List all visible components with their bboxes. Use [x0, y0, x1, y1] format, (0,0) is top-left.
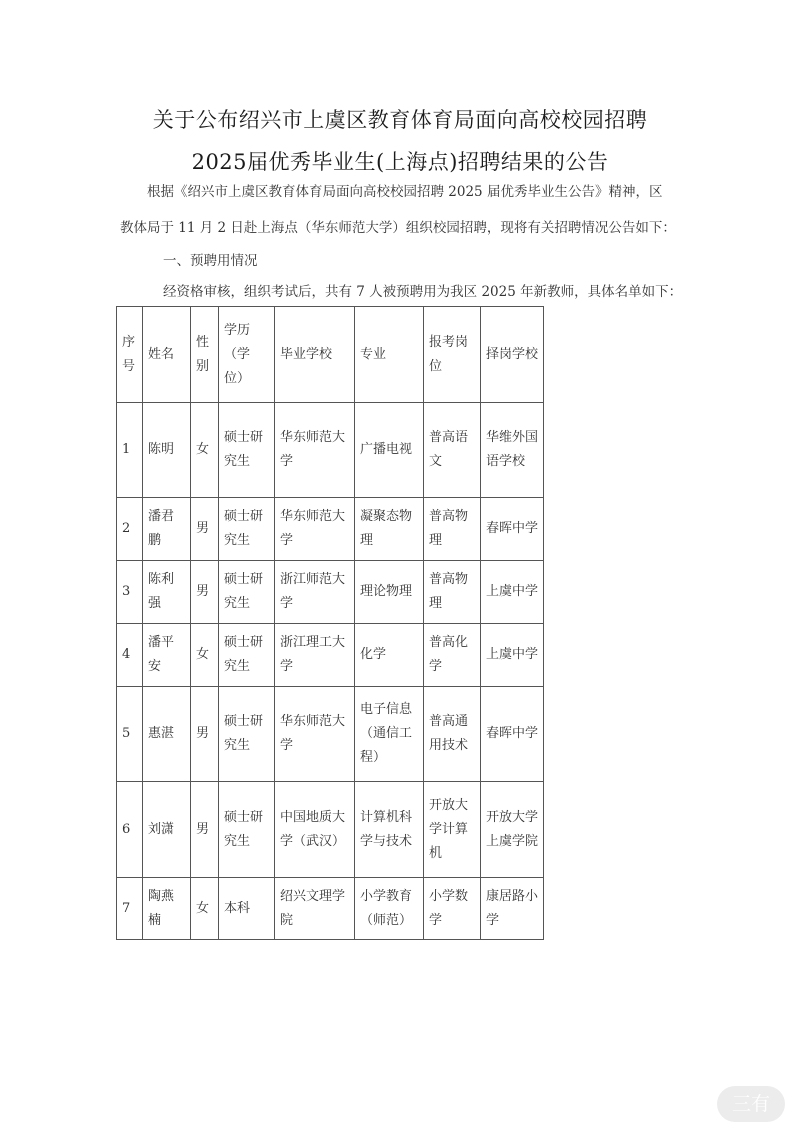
table-cell: 春晖中学 [481, 498, 544, 561]
table-cell: 男 [191, 561, 219, 624]
header-cell: 专业 [355, 307, 424, 403]
table-row [117, 878, 544, 940]
table-cell: 华东师范大学 [275, 498, 355, 561]
title-line-2: 2025届优秀毕业生(上海点)招聘结果的公告 [191, 150, 609, 174]
table-cell: 春晖中学 [481, 687, 544, 782]
table-cell: 绍兴文理学院 [275, 878, 355, 940]
table-cell: 华东师范大学 [275, 687, 355, 782]
table-cell: 小学教育（师范） [355, 878, 424, 940]
table-row [117, 687, 544, 782]
header-cell: 毕业学校 [275, 307, 355, 403]
table-cell: 凝聚态物理 [355, 498, 424, 561]
table-cell: 女 [191, 403, 219, 498]
intro-line-2: 教体局于 11 月 2 日赴上海点（华东师范大学）组织校园招聘，现将有关招聘情况公告如下： [120, 220, 676, 236]
table-cell: 上虞中学 [481, 561, 544, 624]
header-cell: 学历（学位） [219, 307, 275, 403]
table-cell: 男 [191, 498, 219, 561]
table-cell: 1 [117, 403, 143, 498]
table-row [117, 403, 544, 498]
table-cell: 男 [191, 687, 219, 782]
table-cell: 惠湛 [143, 687, 191, 782]
table-cell: 女 [191, 878, 219, 940]
table-cell: 浙江理工大学 [275, 624, 355, 687]
table-cell: 潘君鹏 [143, 498, 191, 561]
table-cell: 华东师范大学 [275, 403, 355, 498]
table-cell: 计算机科学与技术 [355, 782, 424, 878]
table-row [117, 782, 544, 878]
table-header-row [117, 307, 544, 403]
section-text: 经资格审核，组织考试后，共有 7 人被预聘用为我区 2025 年新教师，具体名单如下： [163, 284, 683, 300]
table-cell: 普高物理 [424, 498, 481, 561]
table-cell: 潘平安 [143, 624, 191, 687]
table-cell: 陈明 [143, 403, 191, 498]
table-cell: 硕士研究生 [219, 782, 275, 878]
table-cell: 开放大学上虞学院 [481, 782, 544, 878]
table-row [117, 498, 544, 561]
table-cell: 6 [117, 782, 143, 878]
table-cell: 广播电视 [355, 403, 424, 498]
table-cell: 硕士研究生 [219, 624, 275, 687]
table-cell: 陈利强 [143, 561, 191, 624]
table-cell: 开放大学计算机 [424, 782, 481, 878]
section-heading: 一、预聘用情况 [163, 253, 258, 269]
header-cell: 报考岗位 [424, 307, 481, 403]
table-cell: 康居路小学 [481, 878, 544, 940]
table-cell: 刘潇 [143, 782, 191, 878]
table-cell: 小学数学 [424, 878, 481, 940]
table-cell: 普高化学 [424, 624, 481, 687]
table-cell: 硕士研究生 [219, 498, 275, 561]
table-cell: 普高通用技术 [424, 687, 481, 782]
intro-line-1: 根据《绍兴市上虞区教育体育局面向高校校园招聘 2025 届优秀毕业生公告》精神，区 [147, 184, 663, 200]
table-cell: 硕士研究生 [219, 403, 275, 498]
table-cell: 普高语文 [424, 403, 481, 498]
table-cell: 浙江师范大学 [275, 561, 355, 624]
table-cell: 普高物理 [424, 561, 481, 624]
watermark-text: 三有 [731, 1093, 770, 1115]
table-cell: 5 [117, 687, 143, 782]
table-cell: 理论物理 [355, 561, 424, 624]
header-cell: 性别 [191, 307, 219, 403]
watermark-logo [717, 1086, 785, 1122]
table-cell: 硕士研究生 [219, 561, 275, 624]
table-cell: 7 [117, 878, 143, 940]
table-cell: 3 [117, 561, 143, 624]
table-row [117, 624, 544, 687]
table-cell: 陶燕楠 [143, 878, 191, 940]
header-cell: 择岗学校 [481, 307, 544, 403]
table-cell: 男 [191, 782, 219, 878]
header-cell: 序号 [117, 307, 143, 403]
table-cell: 中国地质大学（武汉） [275, 782, 355, 878]
table-row [117, 561, 544, 624]
table-cell: 本科 [219, 878, 275, 940]
table-cell: 上虞中学 [481, 624, 544, 687]
table-cell: 女 [191, 624, 219, 687]
table-cell: 电子信息（通信工程） [355, 687, 424, 782]
table-cell: 硕士研究生 [219, 687, 275, 782]
title-line-1: 关于公布绍兴市上虞区教育体育局面向高校校园招聘 [152, 108, 648, 132]
table-cell: 4 [117, 624, 143, 687]
hiring-table [116, 306, 544, 940]
header-cell: 姓名 [143, 307, 191, 403]
table-cell: 2 [117, 498, 143, 561]
table-cell: 化学 [355, 624, 424, 687]
table-cell: 华维外国语学校 [481, 403, 544, 498]
